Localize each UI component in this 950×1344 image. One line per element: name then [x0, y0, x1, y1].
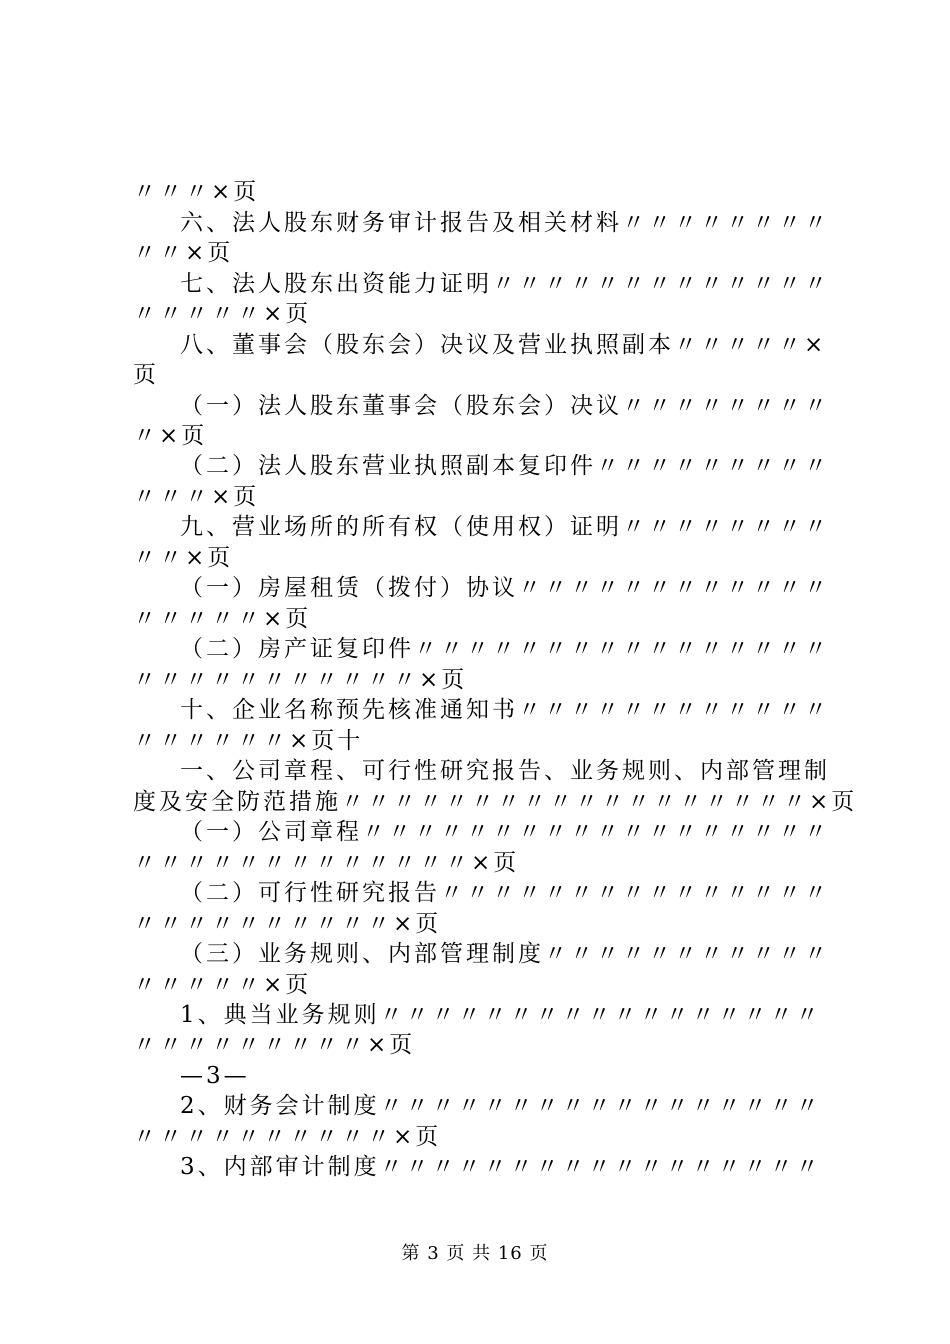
- toc-line: 十、企业名称预先核准通知书〃〃〃〃〃〃〃〃〃〃〃〃: [180, 697, 830, 723]
- toc-line: 3、内部审计制度〃〃〃〃〃〃〃〃〃〃〃〃〃〃〃〃〃: [180, 1154, 822, 1180]
- toc-line: 〃〃〃〃〃〃×页十: [133, 728, 364, 754]
- toc-line: （二）房产证复印件〃〃〃〃〃〃〃〃〃〃〃〃〃〃〃〃: [180, 636, 830, 662]
- toc-line: 七、法人股东出资能力证明〃〃〃〃〃〃〃〃〃〃〃〃〃: [180, 271, 830, 297]
- toc-line: （三）业务规则、内部管理制度〃〃〃〃〃〃〃〃〃〃〃: [180, 941, 830, 967]
- toc-line: 〃〃〃×页: [133, 484, 260, 510]
- toc-line: 〃〃×页: [133, 545, 234, 571]
- toc-line: 2、财务会计制度〃〃〃〃〃〃〃〃〃〃〃〃〃〃〃〃〃: [180, 1093, 822, 1119]
- toc-line: （一）房屋租赁（拨付）协议〃〃〃〃〃〃〃〃〃〃〃〃: [180, 575, 830, 601]
- toc-line: 八、董事会（股东会）决议及营业执照副本〃〃〃〃〃×: [180, 332, 827, 358]
- toc-line: 〃〃〃〃〃×页: [133, 972, 312, 998]
- toc-line: 〃〃〃〃〃〃〃〃〃〃〃〃〃×页: [133, 850, 520, 876]
- toc-line: （二）可行性研究报告〃〃〃〃〃〃〃〃〃〃〃〃〃〃〃: [180, 880, 830, 906]
- toc-line: 〃〃〃〃〃〃〃〃〃×页: [133, 1032, 416, 1058]
- toc-line: 〃〃〃〃〃〃〃〃〃〃×页: [133, 911, 442, 937]
- toc-line: 六、法人股东财务审计报告及相关材料〃〃〃〃〃〃〃〃: [180, 210, 830, 236]
- toc-line: 九、营业场所的所有权（使用权）证明〃〃〃〃〃〃〃〃: [180, 514, 830, 540]
- toc-line: （一）法人股东董事会（股东会）决议〃〃〃〃〃〃〃〃: [180, 393, 830, 419]
- page-footer: 第 3 页 共 16 页: [401, 1243, 549, 1264]
- toc-line: 〃〃〃×页: [133, 179, 260, 205]
- toc-line: 〃〃〃〃〃×页: [133, 606, 312, 632]
- toc-line: （二）法人股东营业执照副本复印件〃〃〃〃〃〃〃〃〃: [180, 453, 830, 479]
- toc-line: （一）公司章程〃〃〃〃〃〃〃〃〃〃〃〃〃〃〃〃〃〃: [180, 819, 830, 845]
- toc-line: 一、公司章程、可行性研究报告、业务规则、内部管理制: [180, 758, 830, 784]
- toc-line: 〃〃〃〃〃×页: [133, 301, 312, 327]
- toc-line: 〃〃〃〃〃〃〃〃〃〃〃×页: [133, 667, 468, 693]
- toc-line: 页: [133, 362, 159, 388]
- toc-line: 〃〃×页: [133, 240, 234, 266]
- toc-line: 1、典当业务规则〃〃〃〃〃〃〃〃〃〃〃〃〃〃〃〃〃: [180, 1002, 822, 1028]
- page-number-inline: —3—: [180, 1063, 250, 1089]
- toc-line: 〃×页: [133, 423, 208, 449]
- toc-line: 〃〃〃〃〃〃〃〃〃〃×页: [133, 1124, 442, 1150]
- toc-line: 度及安全防范措施〃〃〃〃〃〃〃〃〃〃〃〃〃〃〃〃〃〃×页: [133, 789, 858, 815]
